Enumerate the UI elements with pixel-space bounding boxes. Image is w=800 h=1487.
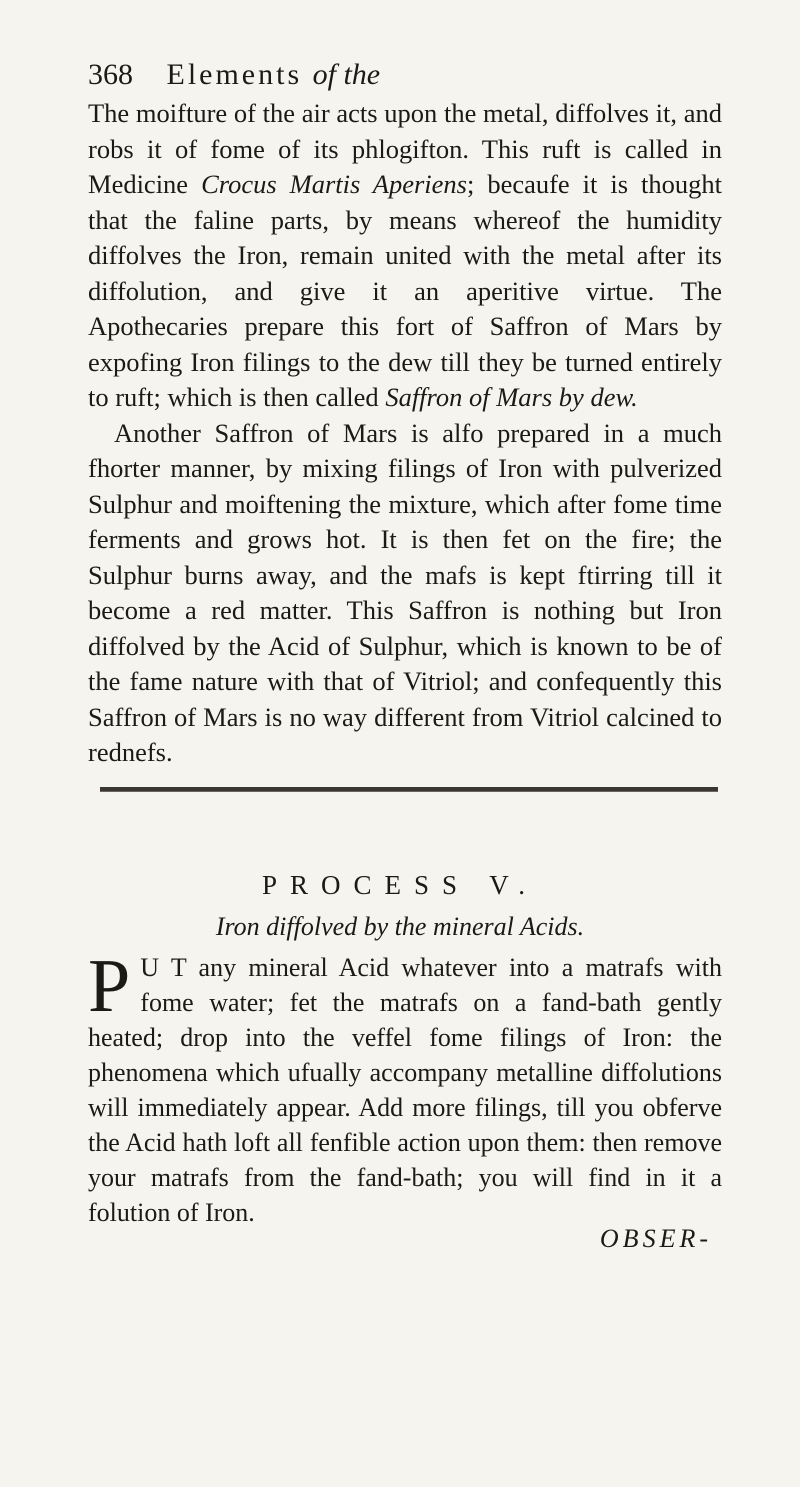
running-title	[167, 58, 381, 91]
text-run: The moifture of the air acts upon the metal, diffolves it, and robs it of fome of its phlogifton. This ruft is called in Medicine	[88, 98, 722, 199]
process-body	[88, 944, 722, 1230]
italic-term: Saffron of Mars by dew.	[385, 382, 638, 412]
paragraph-1	[88, 96, 722, 416]
section-divider	[100, 787, 718, 792]
text-run: ; becaufe it is thought that the faline parts, by means whereof the humidity diffolves the Iron, remain united with the metal after its diffolution, and give it an aperitive virtue. The Apothecaries prepare this fort of Saffron of Mars by expofing Iron filings to the dew till they be turned entirely to ruft; which is then called	[88, 169, 722, 412]
running-title-main: Elements	[166, 58, 303, 91]
page-number: 368	[88, 58, 133, 91]
catchword: OBSER-	[599, 1224, 712, 1253]
drop-cap: P	[88, 944, 131, 1028]
body-text	[88, 96, 722, 771]
process-subtitle: Iron diffolved by the mineral Acids.	[215, 912, 585, 941]
running-title-italic: of the	[312, 58, 381, 91]
italic-term: Crocus Martis Aperiens	[201, 169, 467, 199]
process-title: PROCESS V.	[261, 870, 539, 900]
process-text: U T any mineral Acid whatever into a matrafs with fome water; fet the matrafs on a fand-bath gently heated; drop into the veffel fome filings of Iron: the phenomena which ufually accompany metalline diffolutions will immediately appear. Add more filings, till you obferve the Acid hath loft all fenfible action upon them: then remove your matrafs from the fand-bath; you will find in it a folution of Iron.	[88, 953, 722, 1227]
page-header	[88, 58, 380, 92]
paragraph-2: Another Saffron of Mars is alfo prepared in a much fhorter manner, by mixing filings of Iron with pulverized Sulphur and moiftening the mixture, which after fome time ferments and grows hot. It is then fet on the fire; the Sulphur burns away, and the mafs is kept ftirring till it become a red matter. This Saffron is nothing but Iron diffolved by the Acid of Sulphur, which is known to be of the fame nature with that of Vitriol; and confequently this Saffron of Mars is no way different from Vitriol calcined to rednefs.	[88, 417, 722, 767]
